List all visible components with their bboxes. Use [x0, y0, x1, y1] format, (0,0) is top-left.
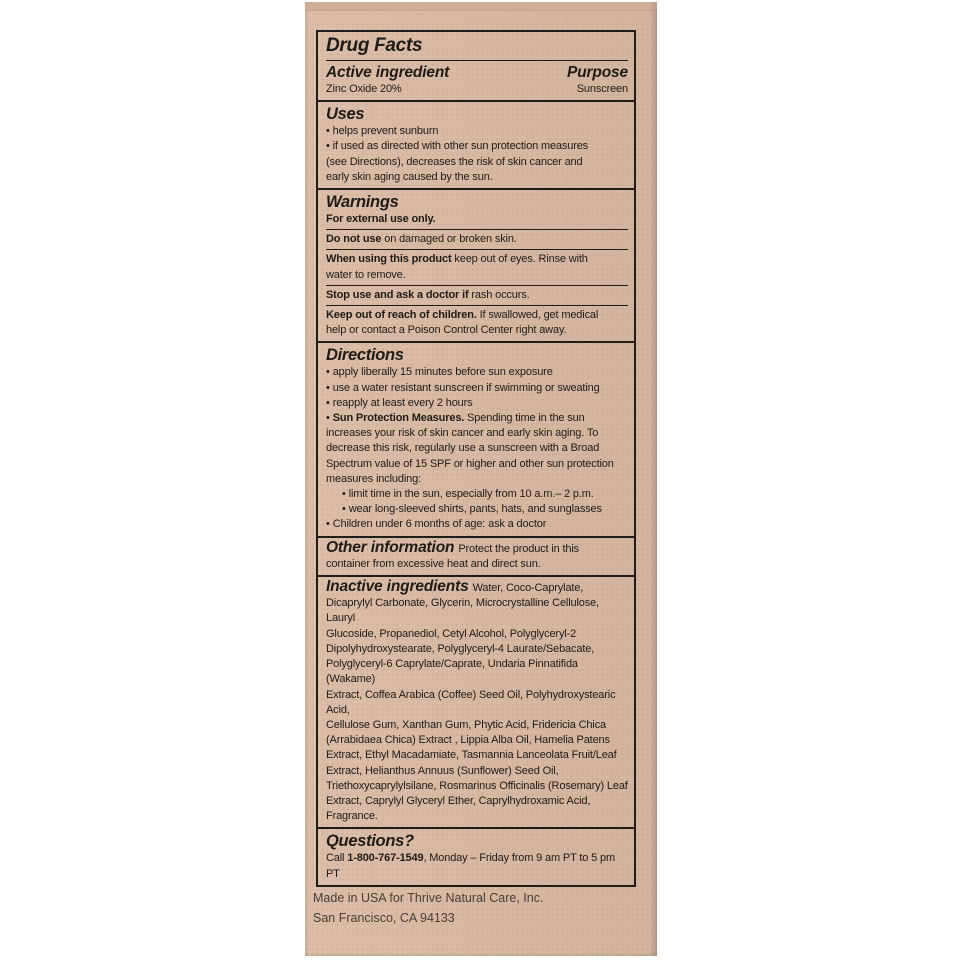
- inactive-ingredients-line: Cellulose Gum, Xanthan Gum, Phytic Acid, Fridericia Chica: [326, 718, 607, 731]
- uses-line: (see Directions), decreases the risk of skin cancer and: [326, 155, 583, 168]
- do-not-use-label: Do not use: [326, 233, 382, 246]
- purpose-heading: Purpose: [567, 64, 628, 81]
- inactive-ingredients-section: [318, 575, 634, 827]
- inactive-ingredients-line: Extract, Helianthus Annuus (Sunflower) Seed Oil,: [326, 764, 559, 777]
- keep-out-label: Keep out of reach of children.: [326, 309, 477, 322]
- keep-out-text: If swallowed, get medical: [476, 309, 599, 322]
- external-use-warning: For external use only.: [326, 213, 436, 226]
- uses-section: [318, 100, 634, 188]
- inactive-ingredients-line: Glucoside, Propanediol, Cetyl Alcohol, Polyglyceryl-2: [326, 627, 577, 640]
- questions-contact-line: [326, 851, 628, 881]
- inactive-ingredients-line: Triethoxycaprylylsilane, Rosmarinus Officinalis (Rosemary) Leaf: [326, 779, 628, 792]
- sun-protection-line: measures including:: [326, 472, 421, 485]
- children-direction: • Children under 6 months of age: ask a doctor: [326, 517, 628, 532]
- keep-out-text-cont: help or contact a Poison Control Center right away.: [326, 324, 567, 337]
- uses-line: • helps prevent sunburn: [326, 125, 439, 138]
- drug-facts-title: Drug Facts: [326, 34, 628, 61]
- directions-line: • apply liberally 15 minutes before sun exposure: [326, 365, 628, 380]
- sun-protection-measures-line: [326, 411, 628, 426]
- uses-line: early skin aging caused by the sun.: [326, 170, 493, 183]
- other-information-text: Protect the product in this: [458, 542, 580, 555]
- stop-use-text: rash occurs.: [468, 288, 530, 301]
- active-ingredient-heading-row: [326, 63, 628, 82]
- active-ingredient-heading: Active ingredient: [326, 64, 450, 81]
- box-top-flap: [305, 2, 657, 11]
- warnings-section: [318, 188, 634, 341]
- questions-call-label: Call: [326, 852, 348, 865]
- manufacturer-line: Made in USA for Thrive Natural Care, Inc.: [313, 891, 544, 905]
- inactive-ingredients-heading: Inactive ingredients: [326, 578, 469, 596]
- other-information-section: [318, 536, 634, 575]
- sun-protection-sub-item: • limit time in the sun, especially from 10 a.m.– 2 p.m.: [326, 487, 628, 502]
- questions-heading: Questions?: [326, 832, 414, 851]
- when-using-label: When using this product: [326, 253, 452, 266]
- do-not-use-warning: [326, 229, 628, 247]
- sun-protection-sub-item: • wear long-sleeved shirts, pants, hats, and sunglasses: [326, 502, 628, 517]
- when-using-text-cont: water to remove.: [326, 268, 406, 281]
- inactive-ingredients-line: Dipolyhydroxystearate, Polyglyceryl-4 Laurate/Sebacate,: [326, 642, 595, 655]
- drug-facts-panel: [316, 30, 636, 887]
- inactive-ingredients-line: Dicaprylyl Carbonate, Glycerin, Microcrystalline Cellulose, Lauryl: [326, 597, 599, 625]
- keep-out-warning: [326, 305, 628, 338]
- phone-number: 1-800-767-1549: [347, 852, 424, 865]
- manufacturer-info: [313, 888, 543, 928]
- purpose-value: Sunscreen: [576, 83, 628, 95]
- uses-line: • if used as directed with other sun protection measures: [326, 140, 589, 153]
- sun-protection-measures-text: Spending time in the sun: [464, 412, 585, 425]
- directions-heading: Directions: [326, 346, 404, 365]
- box-side-fold: [651, 2, 657, 956]
- sun-protection-line: increases your risk of skin cancer and early skin aging. To: [326, 427, 599, 440]
- inactive-ingredients-line: Extract, Ethyl Macadamiate, Tasmannia Lanceolata Fruit/Leaf: [326, 749, 617, 762]
- sun-protection-measures-label: Sun Protection Measures.: [332, 412, 465, 425]
- other-information-text-cont: container from excessive heat and direct sun.: [326, 557, 541, 570]
- inactive-ingredients-text: Water, Coco-Caprylate,: [472, 582, 584, 595]
- inactive-ingredients-line: Extract, Caprylyl Glyceryl Ether, Caprylhydroxamic Acid, Fragrance.: [326, 794, 591, 823]
- active-ingredient-value: Zinc Oxide 20%: [326, 83, 402, 95]
- questions-section: [318, 827, 634, 884]
- uses-heading: Uses: [326, 105, 365, 124]
- other-information-heading: Other information: [326, 538, 455, 556]
- drug-facts-header-section: [318, 32, 634, 100]
- directions-line: • reapply at least every 2 hours: [326, 396, 628, 411]
- questions-hours: , Monday – Friday from 9 am PT to 5 pm PT: [326, 852, 616, 880]
- when-using-warning: [326, 249, 628, 282]
- do-not-use-text: on damaged or broken skin.: [381, 233, 517, 246]
- warnings-heading: Warnings: [326, 193, 399, 212]
- inactive-ingredients-line: Polyglyceryl-6 Caprylate/Caprate, Undaria Pinnatifida (Wakame): [326, 658, 578, 686]
- directions-section: [318, 341, 634, 535]
- directions-line: • use a water resistant sunscreen if swimming or sweating: [326, 381, 628, 396]
- inactive-ingredients-line: Extract, Coffea Arabica (Coffee) Seed Oil, Polyhydroxystearic Acid,: [326, 688, 616, 716]
- manufacturer-address: San Francisco, CA 94133: [313, 911, 455, 925]
- active-ingredient-row: [326, 82, 628, 97]
- sun-protection-line: Spectrum value of 15 SPF or higher and other sun protection: [326, 457, 614, 470]
- when-using-text: keep out of eyes. Rinse with: [451, 253, 588, 266]
- stop-use-warning: [326, 285, 628, 303]
- sun-protection-line: decrease this risk, regularly use a sunscreen with a Broad: [326, 442, 600, 455]
- stop-use-label: Stop use and ask a doctor if: [326, 288, 469, 301]
- inactive-ingredients-line: (Arrabidaea Chica) Extract , Lippia Alba Oil, Hamelia Patens: [326, 734, 610, 747]
